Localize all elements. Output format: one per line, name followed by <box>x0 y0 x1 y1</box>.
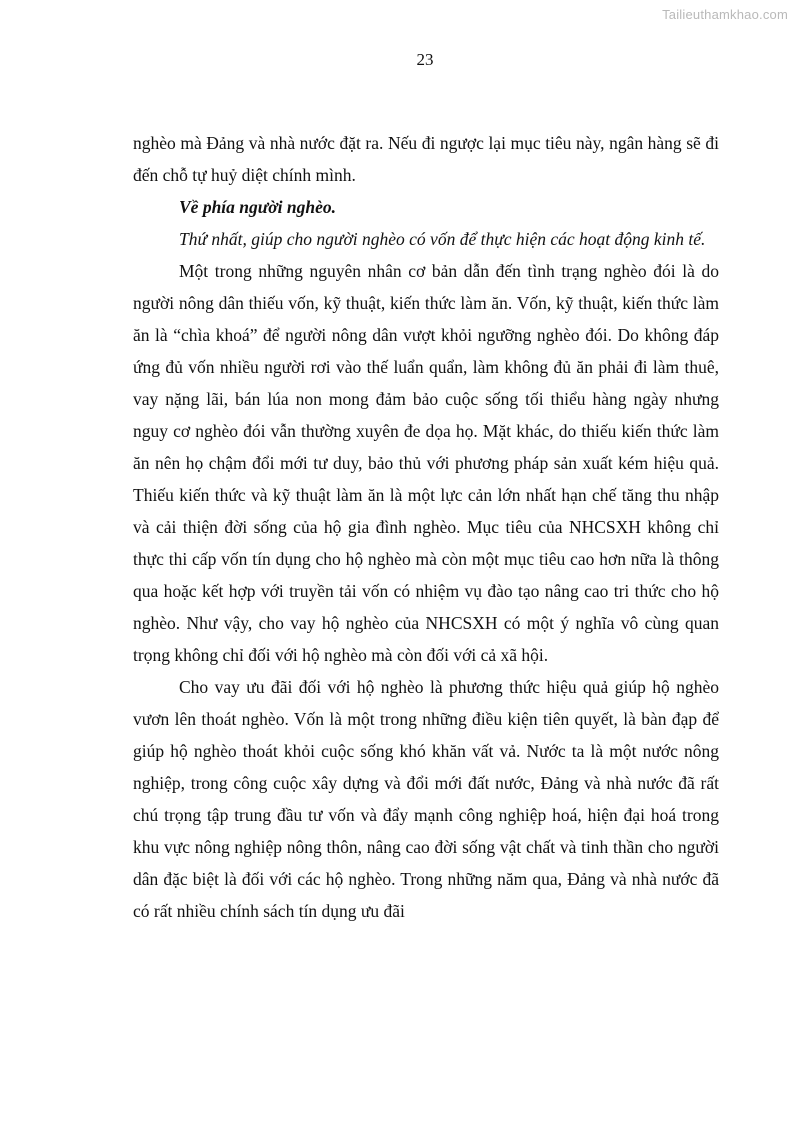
subheading: Thứ nhất, giúp cho người nghèo có vốn để thực hiện các hoạt động kinh tế. <box>179 229 706 249</box>
paragraph: Cho vay ưu đãi đối với hộ nghèo là phương thức hiệu quả giúp hộ nghèo vươn lên thoát nghèo. Vốn là một trong những điều kiện tiên quyết, là bàn đạp để giúp hộ nghèo thoát khỏi cuộc sống khó khăn vất vả. Nước ta là một nước nông nghiệp, trong công cuộc xây dựng và đổi mới đất nước, Đảng và nhà nước đã rất chú trọng tập trung đầu tư vốn và đẩy mạnh công nghiệp hoá, hiện đại hoá trong khu vực nông nghiệp nông thôn, nâng cao đời sống vật chất và tinh thần cho người dân đặc biệt là đối với các hộ nghèo. Trong những năm qua, Đảng và nhà nước đã có rất nhiều chính sách tín dụng ưu đãi <box>133 677 719 921</box>
page-number: 23 <box>416 50 434 69</box>
paragraph-continuation: nghèo mà Đảng và nhà nước đặt ra. Nếu đi ngược lại mục tiêu này, ngân hàng sẽ đi đến chỗ tự huỷ diệt chính mình. <box>133 133 719 185</box>
watermark: Tailieuthamkhao.com <box>662 7 788 22</box>
document-body <box>133 127 719 927</box>
section-heading: Về phía người nghèo. <box>179 197 336 217</box>
paragraph: Một trong những nguyên nhân cơ bản dẫn đến tình trạng nghèo đói là do người nông dân thiếu vốn, kỹ thuật, kiến thức làm ăn. Vốn, kỹ thuật, kiến thức làm ăn là “chìa khoá” để người nông dân vượt khỏi ngưỡng nghèo đói. Do không đáp ứng đủ vốn nhiều người rơi vào thế luẩn quẩn, làm không đủ ăn phải đi làm thuê, vay nặng lãi, bán lúa non mong đảm bảo cuộc sống tối thiểu hàng ngày nhưng nguy cơ nghèo đói vẫn thường xuyên đe dọa họ. Mặt khác, do thiếu kiến thức làm ăn nên họ chậm đổi mới tư duy, bảo thủ với phương pháp sản xuất kém hiệu quả. Thiếu kiến thức và kỹ thuật làm ăn là một lực cản lớn nhất hạn chế tăng thu nhập và cải thiện đời sống của hộ gia đình nghèo. Mục tiêu của NHCSXH không chỉ thực thi cấp vốn tín dụng cho hộ nghèo mà còn một mục tiêu cao hơn nữa là thông qua hoặc kết hợp với truyền tải vốn có nhiệm vụ đào tạo nâng cao tri thức cho hộ nghèo. Như vậy, cho vay hộ nghèo của NHCSXH có một ý nghĩa vô cùng quan trọng không chỉ đối với hộ nghèo mà còn đối với cả xã hội. <box>133 261 719 665</box>
